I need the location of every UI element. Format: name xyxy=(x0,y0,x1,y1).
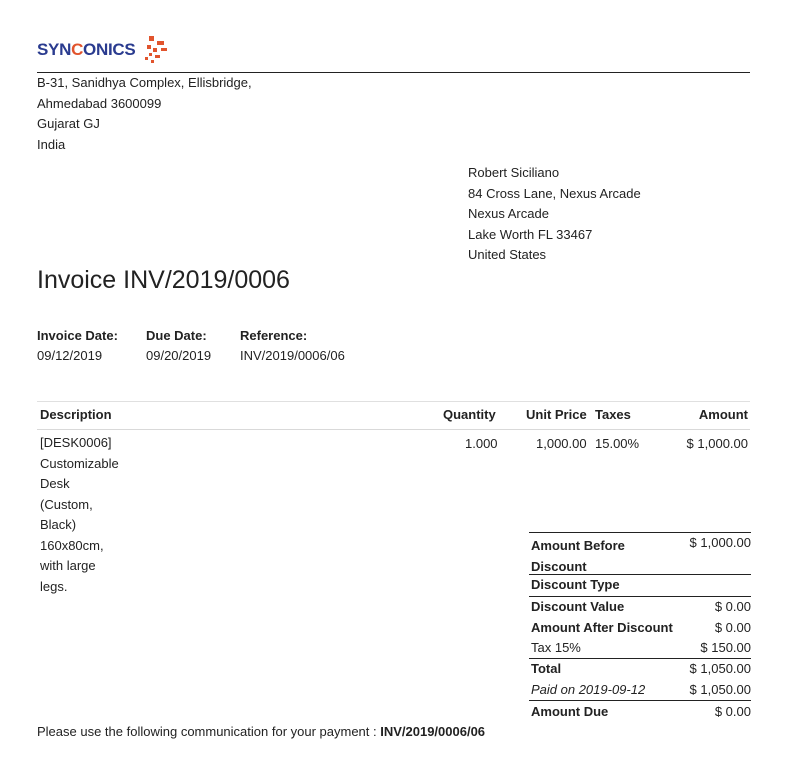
item-description: [DESK0006] Customizable Desk (Custom, Black) 160x80cm, with large legs. xyxy=(40,435,119,594)
amount-before-discount-label: Amount Before Discount xyxy=(531,538,625,574)
customer-address-line: Lake Worth FL 33467 xyxy=(468,226,593,242)
totals-divider xyxy=(529,658,751,659)
logo-square xyxy=(153,48,157,52)
payment-communication xyxy=(37,724,485,739)
item-amount: $ 1,000.00 xyxy=(686,436,748,451)
table-header-divider xyxy=(37,429,750,430)
customer-address xyxy=(468,163,641,266)
logo-square xyxy=(149,53,152,56)
totals-divider xyxy=(529,596,751,597)
address-line: India xyxy=(37,136,66,152)
address-line: Ahmedabad 3600099 xyxy=(37,95,162,111)
communication-text: Please use the following communication for your payment : xyxy=(37,724,381,739)
tax-label: Tax 15% xyxy=(531,640,581,655)
company-logo xyxy=(37,32,177,66)
address-line: B-31, Sanidhya Complex, Ellisbridge, xyxy=(37,75,252,90)
invoice-date-label: Invoice Date: xyxy=(37,328,118,343)
invoice-date: 09/12/2019 xyxy=(37,348,103,363)
col-header-amount: Amount xyxy=(698,407,748,422)
discount-value-label: Discount Value xyxy=(531,599,625,614)
tax-value: $ 150.00 xyxy=(700,640,751,655)
reference-value: INV/2019/0006/06 xyxy=(240,348,345,363)
col-header-unit-price: Unit Price xyxy=(526,407,587,422)
amount-before-discount-value: $ 1,000.00 xyxy=(689,535,751,550)
communication-reference: INV/2019/0006/06 xyxy=(380,724,486,739)
totals-divider xyxy=(529,700,751,701)
customer-address-line: Nexus Arcade xyxy=(468,206,549,221)
total-value: $ 1,050.00 xyxy=(689,661,751,676)
logo-square xyxy=(149,36,154,41)
payment-label: Paid on 2019-09-12 xyxy=(531,682,646,697)
discount-value: $ 0.00 xyxy=(714,599,751,614)
item-taxes: 15.00% xyxy=(595,436,640,451)
customer-address-line: United States xyxy=(468,247,547,262)
item-unit-price: 1,000.00 xyxy=(536,436,587,451)
address-line: Gujarat GJ xyxy=(37,116,100,131)
total-label: Total xyxy=(531,661,562,676)
logo-square xyxy=(147,45,151,49)
payment-value: $ 1,050.00 xyxy=(689,682,751,697)
customer-name: Robert Siciliano xyxy=(468,165,560,180)
logo-square xyxy=(155,55,160,58)
logo-square xyxy=(151,60,154,63)
item-quantity: 1.000 xyxy=(465,436,498,451)
col-header-description: Description xyxy=(40,407,112,422)
customer-address-line: 84 Cross Lane, Nexus Arcade xyxy=(468,185,641,201)
table-top-border xyxy=(37,401,750,402)
invoice-title: Invoice INV/2019/0006 xyxy=(37,266,290,294)
totals-divider xyxy=(529,532,751,533)
reference-label: Reference: xyxy=(240,328,308,343)
logo-wordmark: SYNCONICS xyxy=(37,40,136,59)
company-address xyxy=(37,73,252,155)
col-header-taxes: Taxes xyxy=(595,407,631,422)
logo-square xyxy=(145,57,148,60)
amount-due-label: Amount Due xyxy=(531,704,609,719)
due-date: 09/20/2019 xyxy=(146,348,212,363)
amount-after-discount-label: Amount After Discount xyxy=(531,620,673,635)
due-date-label: Due Date: xyxy=(146,328,207,343)
totals-divider xyxy=(529,574,751,575)
col-header-quantity: Quantity xyxy=(443,407,496,422)
discount-type-label: Discount Type xyxy=(531,577,620,592)
logo-square xyxy=(161,48,167,51)
logo-square xyxy=(157,41,164,45)
amount-after-discount-value: $ 0.00 xyxy=(714,620,751,635)
amount-due-value: $ 0.00 xyxy=(714,704,751,719)
